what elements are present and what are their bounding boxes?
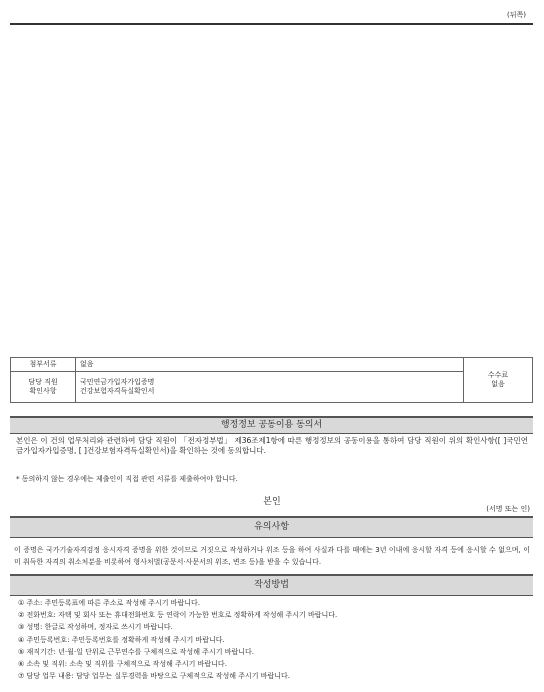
consent-title: 행정정보 공동이용 동의서	[10, 416, 533, 434]
list-item: ② 전화번호: 자택 및 회사 또는 휴대전화번호 등 연락이 가능한 번호로 정확하게 작성해 주시기 바랍니다.	[18, 611, 338, 620]
list-item: ④ 주민등록번호: 주민등록번호를 정확하게 작성해 주시기 바랍니다.	[18, 635, 225, 644]
attachments-row	[11, 358, 533, 372]
consent-body: 본인은 이 건의 업무처리와 관련하여 담당 직원이 「전자정부법」 제36조제1항에 따른 행정정보의 공동이용을 통하여 담당 직원이 위의 확인사항([ ]국민연금가입자가입증명, [ ]건강보험자격득실확인서)을 확인하는 것에 동의합니다.	[16, 436, 528, 455]
list-item: ③ 성명: 한글로 작성하며, 정자로 쓰시기 바랍니다.	[18, 623, 173, 632]
top-divider	[10, 23, 533, 25]
signer-label: 본인	[263, 497, 281, 507]
list-item: ⑦ 담당 업무 내용: 담당 업무는 실무경력을 바탕으로 구체적으로 작성해 주시기 바랍니다.	[18, 672, 291, 681]
page-side-label: (뒤쪽)	[507, 11, 526, 19]
verify-row	[11, 372, 533, 403]
docs-value: 없음	[76, 358, 464, 372]
caution-title: 유의사항	[10, 516, 533, 538]
verify-label: 담당 직원 확인사항	[11, 372, 76, 403]
attachments-table	[10, 357, 533, 403]
consent-note: * 동의하지 않는 경우에는 제출인이 직접 관련 서류를 제출하여야 합니다.	[16, 475, 238, 483]
verify-items: 국민연금가입자가입증명 건강보험자격득실확인서	[76, 372, 464, 403]
sign-hint[interactable]: (서명 또는 인)	[486, 505, 530, 513]
docs-label: 첨부서류	[11, 358, 76, 372]
method-list	[18, 597, 528, 682]
fee-value: 없음	[491, 380, 505, 388]
list-item: ① 주소: 주민등록표에 따른 주소로 작성해 주시기 바랍니다.	[18, 599, 200, 607]
list-item: ⑥ 소속 및 직위: 소속 및 직위를 구체적으로 작성해 주시기 바랍니다.	[18, 660, 227, 669]
fee-label: 수수료	[487, 371, 509, 379]
list-item: ⑤ 재직기간: 년·월·일 단위로 근무연수를 구체적으로 작성해 주시기 바랍니다.	[18, 647, 254, 656]
method-title: 작성방법	[10, 574, 533, 596]
caution-body: 이 증명은 국가기술자격검정 응시자격 증명을 위한 것이므로 거짓으로 작성하거나 위조 등을 하여 사실과 다를 때에는 3년 이내에 응시할 자격 등에 응시할 수 없으며, 이미 취득한 자격의 취소처분을 비롯하여 형사처벌(공문서·사문서의 위조, 변조 등)을 받을 수 있습니다.	[14, 546, 530, 566]
fee-cell	[464, 358, 533, 403]
